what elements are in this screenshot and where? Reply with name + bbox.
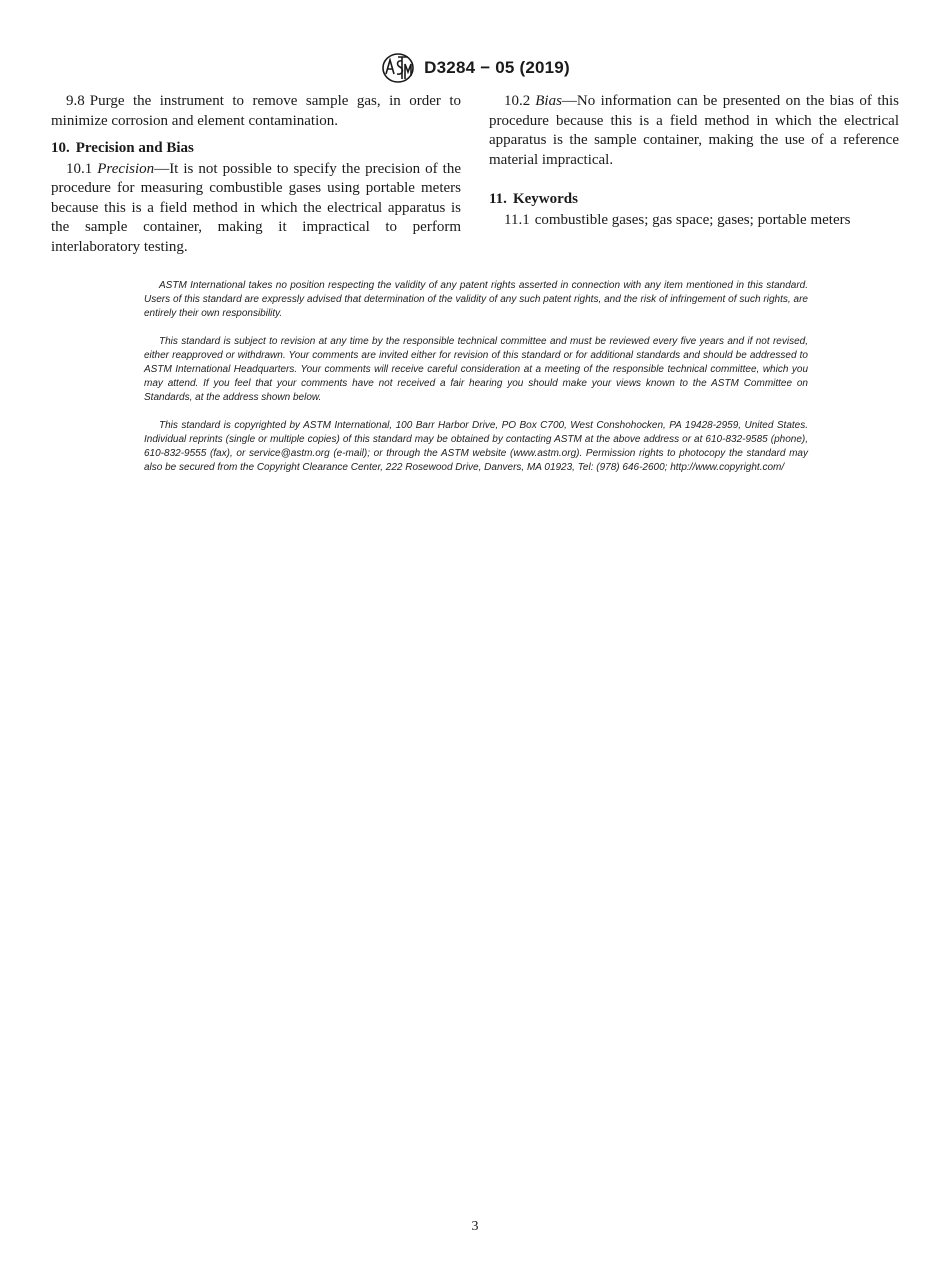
paragraph-9-8 [51,92,461,131]
section-heading-10 [51,139,461,159]
document-id: D3284 − 05 (2019) [424,58,570,77]
section-number: 11. [489,191,507,207]
paragraph-text: —No information can be presented on the bias of this procedure because this is a field method in which the electrical apparatus is the sample container, making the use of a reference material impractical. [489,93,899,168]
section-number: 10. [51,140,70,156]
paragraph-text: —It is not possible to specify the precision of the procedure for measuring combustible gases using portable meters because this is a field method in which the electrical apparatus is the sample container, making it impractical to perform interlaboratory testing. [51,160,461,255]
page-number: 3 [471,1219,479,1234]
section-title: Precision and Bias [75,140,194,156]
paragraph-10-1 [51,160,461,258]
copyright-notice: This standard is copyrighted by ASTM International, 100 Barr Harbor Drive, PO Box C700, West Conshohocken, PA 19428-2959, United States. Individual reprints (single or multiple copies) of this standard may be obtained by contacting ASTM at the above address or at 610-832-9585 (phone), 610-832-9555 (fax), or service@astm.org (e-mail); or through the ASTM website (www.astm.org). Permission rights to photocopy the standard may also be secured from the Copyright Clearance Center, 222 Rosewood Drive, Danvers, MA 01923, Tel: (978) 646-2600; http://www.copyright.com/ [144,420,808,473]
paragraph-text: combustible gases; gas space; gases; portable meters [534,211,851,228]
revision-notice: This standard is subject to revision at any time by the responsible technical committee and must be reviewed every five years and if not revised, either reapproved or withdrawn. Your comments are invited either for revision of this standard or for additional standards and should be addressed to ASTM International Headquarters. Your comments will receive careful consideration at a meeting of the responsible technical committee, which you may attend. If you feel that your comments have not received a fair hearing you should make your views known to the ASTM Committee on Standards, at the address shown below. [144,336,808,403]
paragraph-number: 10.1 [66,160,93,177]
paragraph-number: 9.8 [66,93,85,109]
page-header [0,52,950,84]
paragraph-text: Purge the instrument to remove sample gas, in order to minimize corrosion and element contamination. [51,93,461,129]
paragraph-label: Precision [97,160,155,177]
right-column [489,92,899,230]
paragraph-11-1 [489,211,899,231]
astm-logo [380,52,416,84]
left-column [51,92,461,257]
paragraph-number: 11.1 [504,211,530,228]
patent-notice: ASTM International takes no position respecting the validity of any patent rights asserted in connection with any item mentioned in this standard. Users of this standard are expressly advised that determination of the validity of any such patent rights, and the risk of infringement of such rights, are entirely their own responsibility. [144,280,808,319]
section-heading-11 [489,190,899,210]
paragraph-10-2 [489,92,899,170]
legal-notices [144,279,808,489]
paragraph-label: Bias [535,93,562,109]
paragraph-number: 10.2 [504,93,531,109]
section-title: Keywords [512,191,578,207]
